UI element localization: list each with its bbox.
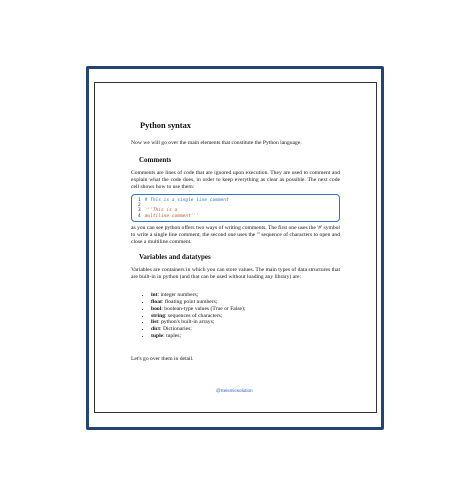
datatype-list (131, 292, 340, 340)
page-title: Python syntax (140, 121, 191, 130)
type-name: dict (151, 326, 161, 333)
closing-paragraph: Let's go over them in detail. (131, 356, 194, 363)
type-name: float (151, 298, 162, 305)
type-desc: : floating point numbers; (161, 298, 218, 305)
variables-paragraph: Variables are containers in which you can store values. The main types of data structures that are built-in in python (and that can be used without loading any library) are: (131, 266, 340, 280)
footer-handle: @Seismicsolution (216, 388, 253, 393)
list-item (151, 313, 340, 320)
type-desc: : python's built-in arrays; (158, 319, 215, 326)
type-desc: : tuples; (163, 333, 181, 340)
type-desc: : integer numbers; (157, 291, 199, 298)
line-number: 3 (138, 208, 141, 214)
comments-paragraph: Comments are lines of code that are ignored upon execution. They are used to comment and explain what the code does, in order to keep everything as clear as possible. The next code cell shows how to use them: (131, 169, 340, 190)
comments-after-paragraph: as you can see python offers two ways of writing comments. The first one uses the '#' symbol to write a single line comment, the second one uses the ''' sequence of characters to open and close a multiline comment. (131, 225, 340, 246)
line-number: 4 (138, 213, 141, 219)
intro-paragraph: Now we will go over the main elements that constitute the Python language. (131, 140, 302, 146)
list-item (151, 333, 340, 340)
list-item (151, 319, 340, 326)
document-content (131, 120, 340, 363)
variables-heading: Variables and datatypes (139, 252, 211, 261)
list-item (151, 306, 340, 313)
type-name: string (151, 312, 165, 319)
type-desc: : Dictionaries; (160, 326, 192, 333)
comments-heading: Comments (139, 155, 172, 164)
code-text: '''This is a (144, 208, 178, 214)
list-item (151, 299, 340, 306)
code-line (138, 214, 335, 219)
type-name: int (151, 291, 158, 298)
code-cell (131, 194, 340, 223)
list-item (151, 326, 340, 333)
type-desc: : boolean-type values (True or False); (161, 305, 246, 312)
type-name: list (151, 319, 159, 326)
code-text: # This is a single line comment (144, 197, 229, 203)
code-text: multiline comment''' (144, 213, 199, 219)
line-number: 1 (138, 197, 141, 203)
type-name: tuple (151, 333, 164, 340)
type-name: bool (151, 305, 162, 312)
type-desc: : sequences of characters; (164, 312, 223, 319)
line-number: 2 (138, 203, 141, 209)
list-item (151, 292, 340, 299)
